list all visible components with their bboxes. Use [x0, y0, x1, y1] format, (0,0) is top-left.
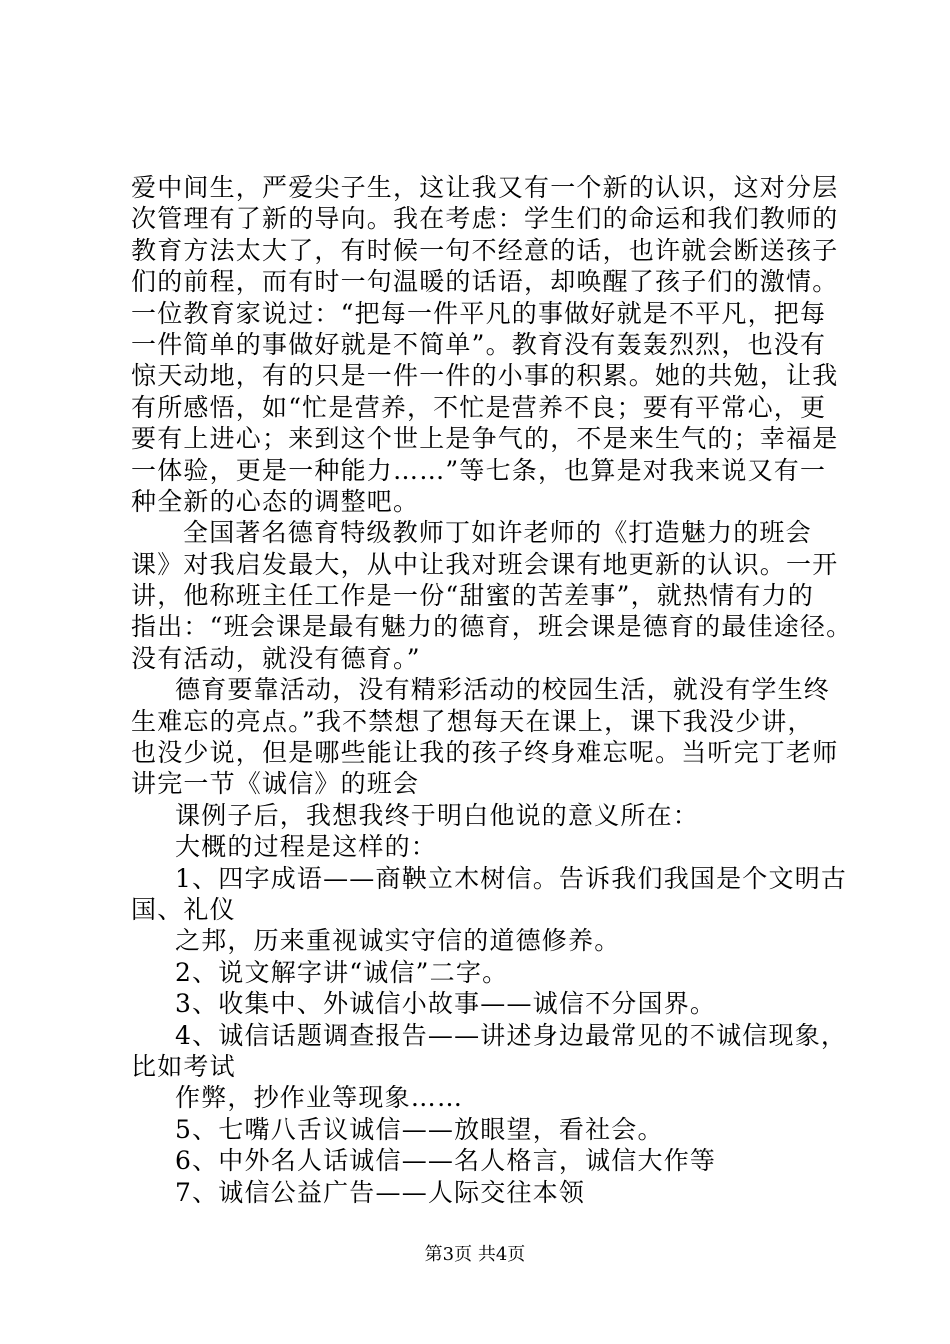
- text-line: 次管理有了新的导向。我在考虑：学生们的命运和我们教师的: [131, 204, 839, 234]
- text-line: 之邦，历来重视诚实守信的道德修养。: [175, 926, 621, 956]
- text-line: 讲，他称班主任工作是一份“甜蜜的苦差事”，就热情有力的: [131, 581, 814, 611]
- list-item: 1、四字成语——商鞅立木树信。告诉我们我国是个文明古: [175, 863, 848, 893]
- text-line: 一位教育家说过：“把每一件平凡的事做好就是不平凡，把每: [131, 298, 827, 328]
- text-line: 惊天动地，有的只是一件一件的小事的积累。她的共勉，让我: [131, 361, 839, 391]
- text-line: 德育要靠活动，没有精彩活动的校园生活，就没有学生终: [175, 675, 831, 705]
- text-line: 种全新的心态的调整吧。: [131, 486, 420, 516]
- page-footer: [0, 1244, 950, 1266]
- text-line: 教育方法太大了，有时候一句不经意的话，也许就会断送孩子: [131, 235, 839, 265]
- page-number-label: 第3页 共4页: [424, 1244, 526, 1265]
- list-item: 6、中外名人话诚信——名人格言，诚信大作等: [175, 1146, 717, 1176]
- list-item: 4、诚信话题调查报告——讲述身边最常见的不诚信现象，: [175, 1020, 848, 1050]
- list-item: 7、诚信公益广告——人际交往本领: [175, 1177, 586, 1207]
- text-line: 课例子后，我想我终于明白他说的意义所在：: [175, 800, 700, 830]
- text-line: 国、礼仪: [131, 894, 236, 924]
- list-item: 2、说文解字讲“诚信”二字。: [175, 957, 509, 987]
- text-line: 课》对我启发最大，从中让我对班会课有地更新的认识。一开: [131, 549, 839, 579]
- text-line: 全国著名德育特级教师丁如许老师的《打造魅力的班会: [183, 518, 812, 548]
- text-line: 大概的过程是这样的：: [175, 832, 438, 862]
- text-line: 要有上进心；来到这个世上是争气的，不是来生气的；幸福是: [131, 424, 839, 454]
- text-line: 们的前程，而有时一句温暖的话语，却唤醒了孩子们的激情。: [131, 267, 839, 297]
- list-item: 3、收集中、外诚信小故事——诚信不分国界。: [175, 989, 717, 1019]
- text-line: 爱中间生，严爱尖子生，这让我又有一个新的认识，这对分层: [131, 173, 839, 202]
- text-line: 一体验，更是一种能力……”等七条，也算是对我来说又有一: [131, 455, 827, 485]
- text-line: 作弊，抄作业等现象……: [175, 1083, 464, 1113]
- body-text: [131, 172, 851, 1208]
- text-line: 讲完一节《诚信》的班会: [131, 769, 420, 799]
- list-item: 5、七嘴八舌议诚信——放眼望，看社会。: [175, 1114, 664, 1144]
- text-line: 指出：“班会课是最有魅力的德育，班会课是德育的最佳途径。: [131, 612, 853, 642]
- text-line: 一件简单的事做好就是不简单”。教育没有轰轰烈烈，也没有: [131, 329, 827, 359]
- text-line: 没有活动，就没有德育。”: [131, 643, 421, 673]
- text-line: 有所感悟，如“忙是营养，不忙是营养不良；要有平常心，更: [131, 392, 827, 422]
- text-line: 生难忘的亮点。”我不禁想了想每天在课上，课下我没少讲，: [131, 706, 814, 736]
- text-line: 也没少说，但是哪些能让我的孩子终身难忘呢。当听完丁老师: [131, 738, 839, 768]
- text-line: 比如考试: [131, 1051, 236, 1081]
